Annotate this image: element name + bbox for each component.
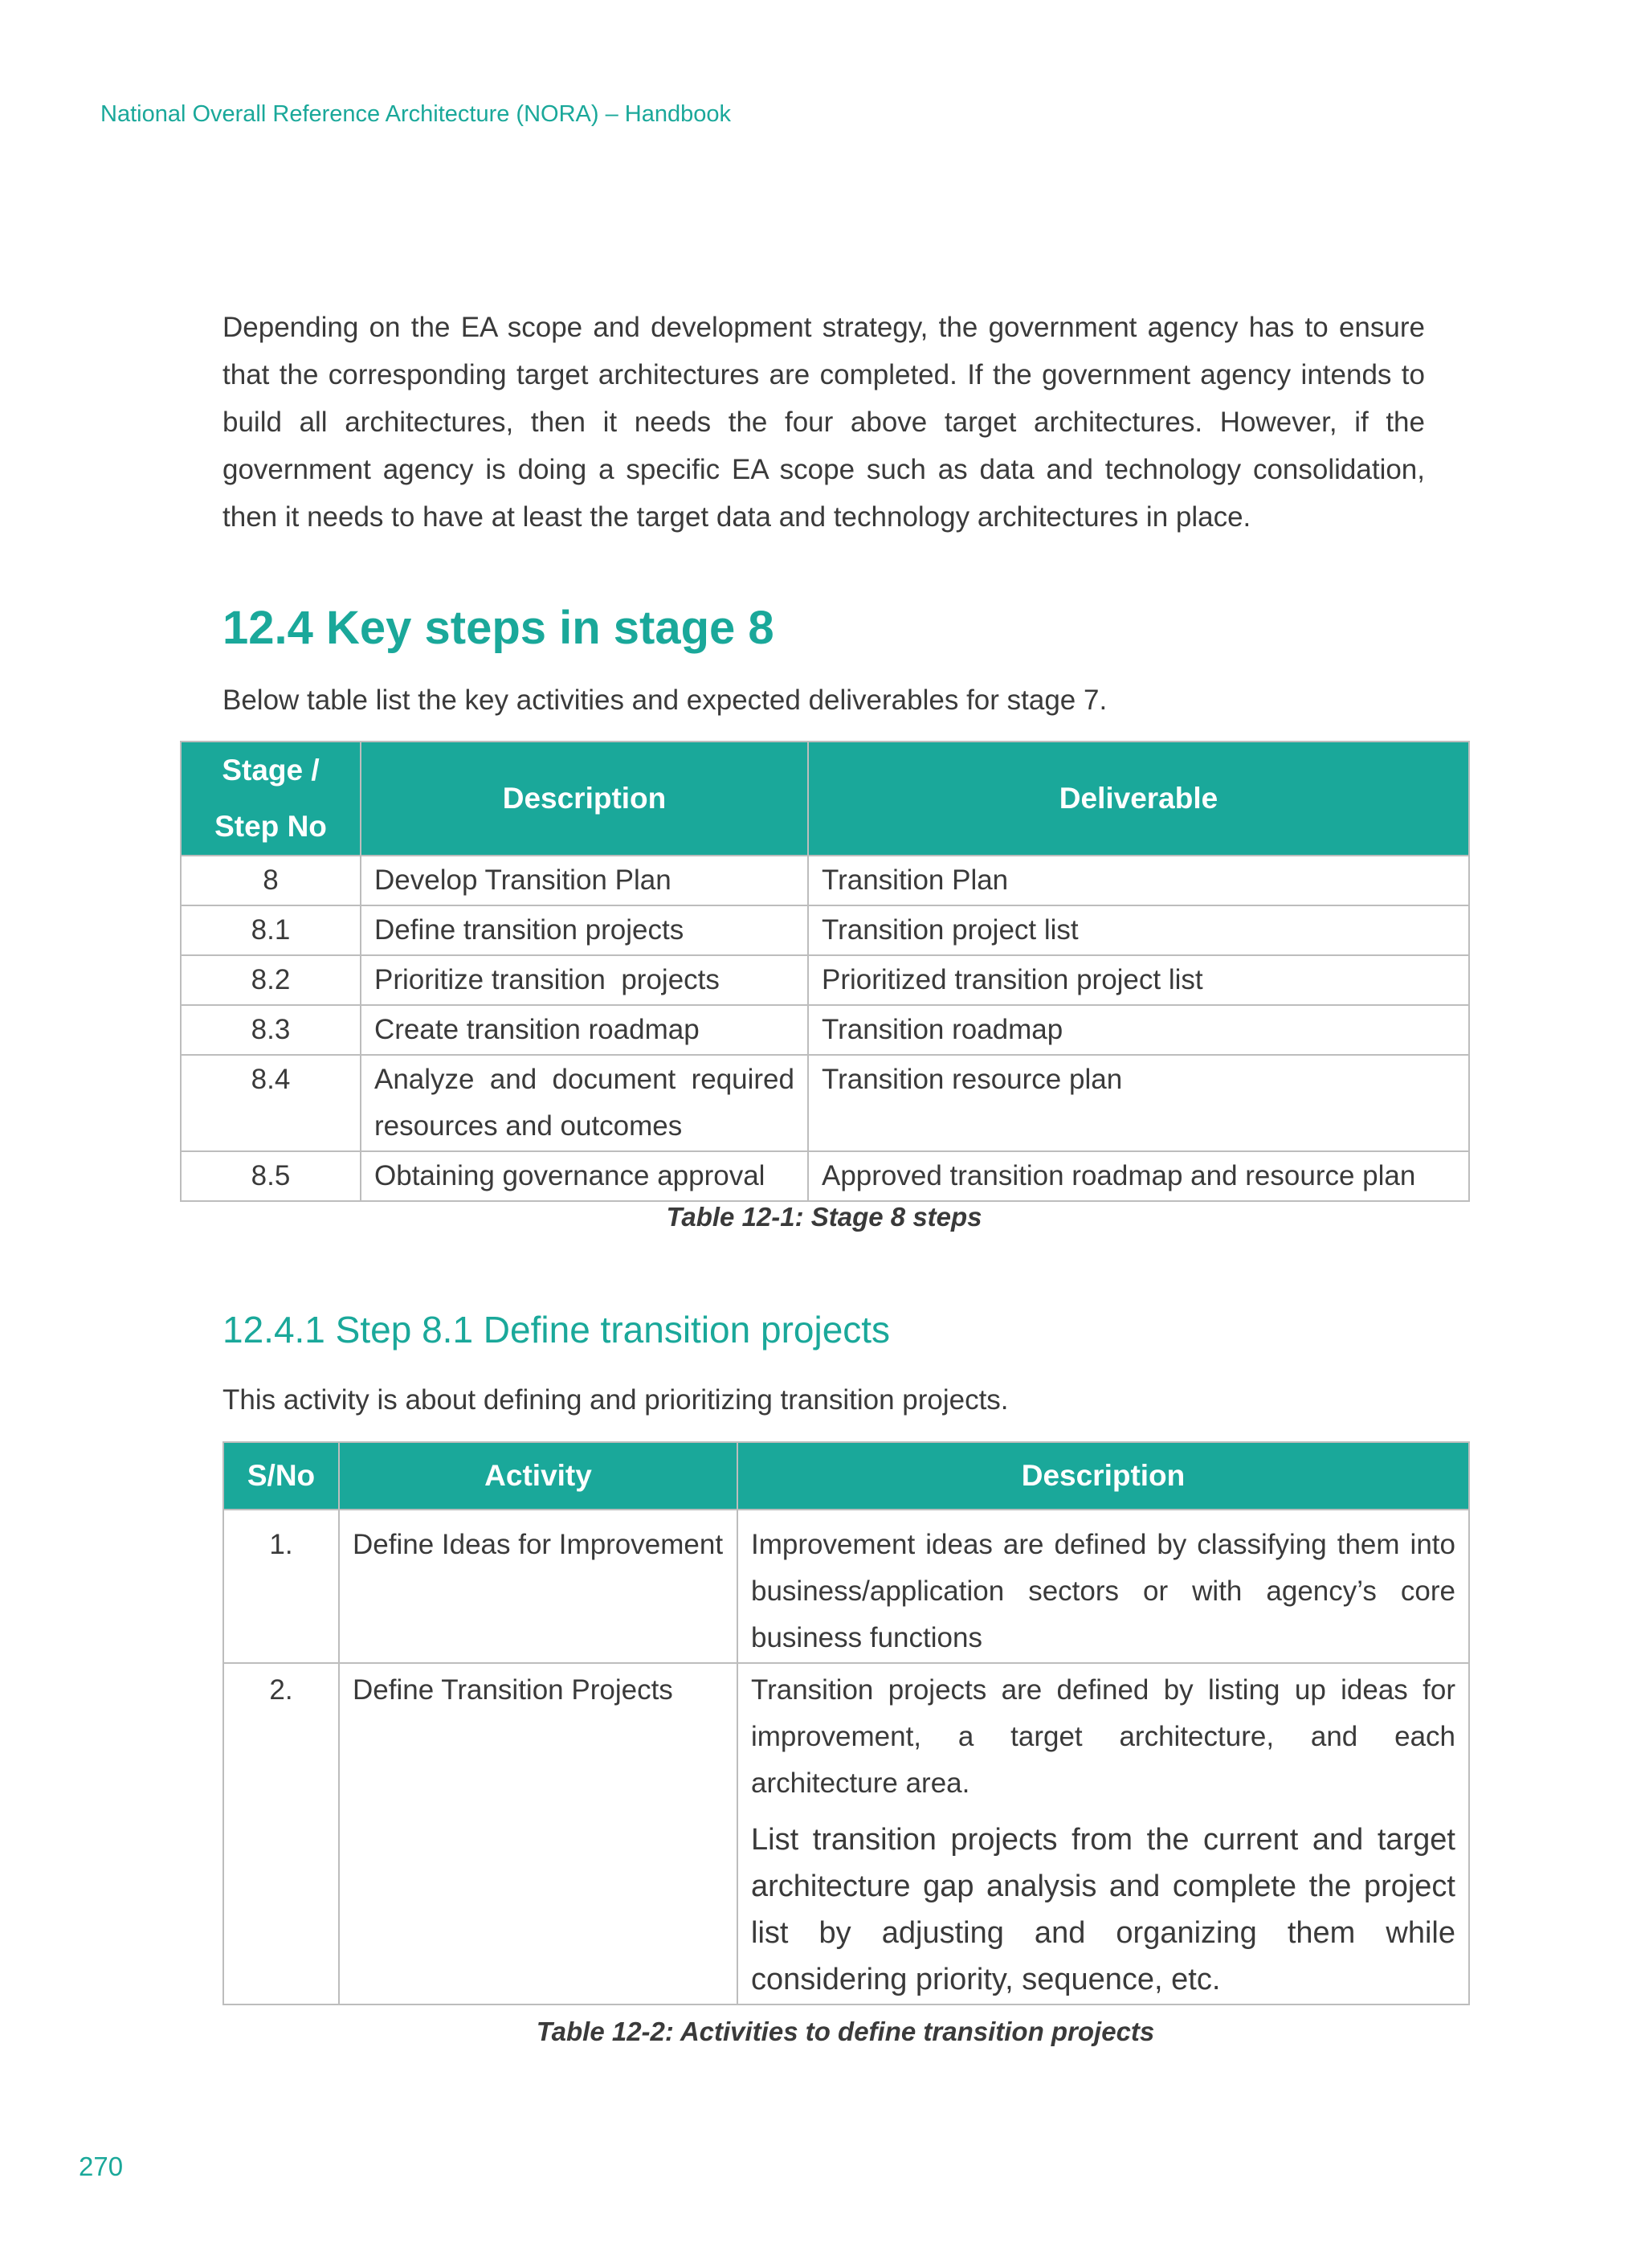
table-row: [181, 1055, 1469, 1151]
running-header: National Overall Reference Architecture (NORA) – Handbook: [100, 101, 731, 127]
description-cell: [737, 1663, 1469, 2004]
page-number: 270: [79, 2152, 124, 2181]
header-description: Description: [737, 1442, 1469, 1510]
section-heading: 12.4 Key steps in stage 8: [222, 602, 774, 654]
intro-paragraph: Depending on the EA scope and development strategy, the government agency has to ensure that the corresponding target architectures are completed. If the government agency intends to build all architectures, then it needs the four above target architectures. However, if the government agency is doing a specific EA scope such as data and technology consolidation, then it needs to have at least the target data and technology architectures in place.: [222, 312, 1425, 533]
description-cell: Develop Transition Plan: [361, 856, 808, 905]
description-cell: Prioritize transition projects: [361, 955, 808, 1005]
table-header-row: [181, 742, 1469, 856]
activities-table: [222, 1441, 1470, 2005]
step-cell: 8.2: [181, 955, 361, 1005]
deliverable-cell: Approved transition roadmap and resource plan: [808, 1151, 1469, 1201]
table-row: [181, 856, 1469, 905]
deliverable-cell: Transition project list: [808, 905, 1469, 955]
activity-cell: Define Transition Projects: [339, 1663, 737, 2004]
table2-caption: Table 12-2: Activities to define transition projects: [536, 2017, 1155, 2046]
header-description: Description: [361, 742, 808, 856]
activity-cell: Define Ideas for Improvement: [339, 1510, 737, 1663]
step-cell: 8.5: [181, 1151, 361, 1201]
table-row: [181, 905, 1469, 955]
section-lead: Below table list the key activities and expected deliverables for stage 7.: [222, 684, 1108, 716]
sno-cell: 2.: [223, 1663, 339, 2004]
table-row: [181, 1005, 1469, 1055]
deliverable-cell: Transition Plan: [808, 856, 1469, 905]
table1-caption: Table 12-1: Stage 8 steps: [666, 1202, 982, 1232]
header-activity: Activity: [339, 1442, 737, 1510]
description-cell: [737, 1510, 1469, 1663]
description-cell: Define transition projects: [361, 905, 808, 955]
header-step-no: Stage / Step No: [181, 742, 361, 856]
step-cell: 8.3: [181, 1005, 361, 1055]
step-cell: 8.1: [181, 905, 361, 955]
table-row: [181, 1151, 1469, 1201]
sno-cell: 1.: [223, 1510, 339, 1663]
stage-steps-table: [180, 741, 1470, 1202]
table-header-row: [223, 1442, 1469, 1510]
step-cell: 8.4: [181, 1055, 361, 1151]
description-cell: Obtaining governance approval: [361, 1151, 808, 1201]
deliverable-cell: Prioritized transition project list: [808, 955, 1469, 1005]
table-row: [181, 955, 1469, 1005]
description-cell: Analyze and document required resources and outcomes: [361, 1055, 808, 1151]
description-paragraph: List transition projects from the current and target architecture gap analysis and complete the project list by adjusting and organizing them while considering priority, sequence, etc.: [751, 1823, 1455, 1996]
deliverable-cell: Transition roadmap: [808, 1005, 1469, 1055]
header-sno: S/No: [223, 1442, 339, 1510]
header-deliverable: Deliverable: [808, 742, 1469, 856]
subsection-lead: This activity is about defining and prioritizing transition projects.: [222, 1384, 1009, 1416]
subsection-heading: 12.4.1 Step 8.1 Define transition projects: [222, 1309, 891, 1351]
description-cell: Create transition roadmap: [361, 1005, 808, 1055]
deliverable-cell: Transition resource plan: [808, 1055, 1469, 1151]
table-row: [223, 1510, 1469, 1663]
table-row: [223, 1663, 1469, 2004]
step-cell: 8: [181, 856, 361, 905]
description-paragraph: Transition projects are defined by listing up ideas for improvement, a target architecture, and each architecture area.: [751, 1674, 1455, 1799]
description-paragraph: Improvement ideas are defined by classifying them into business/application sectors or with agency’s core business functions: [751, 1529, 1455, 1653]
